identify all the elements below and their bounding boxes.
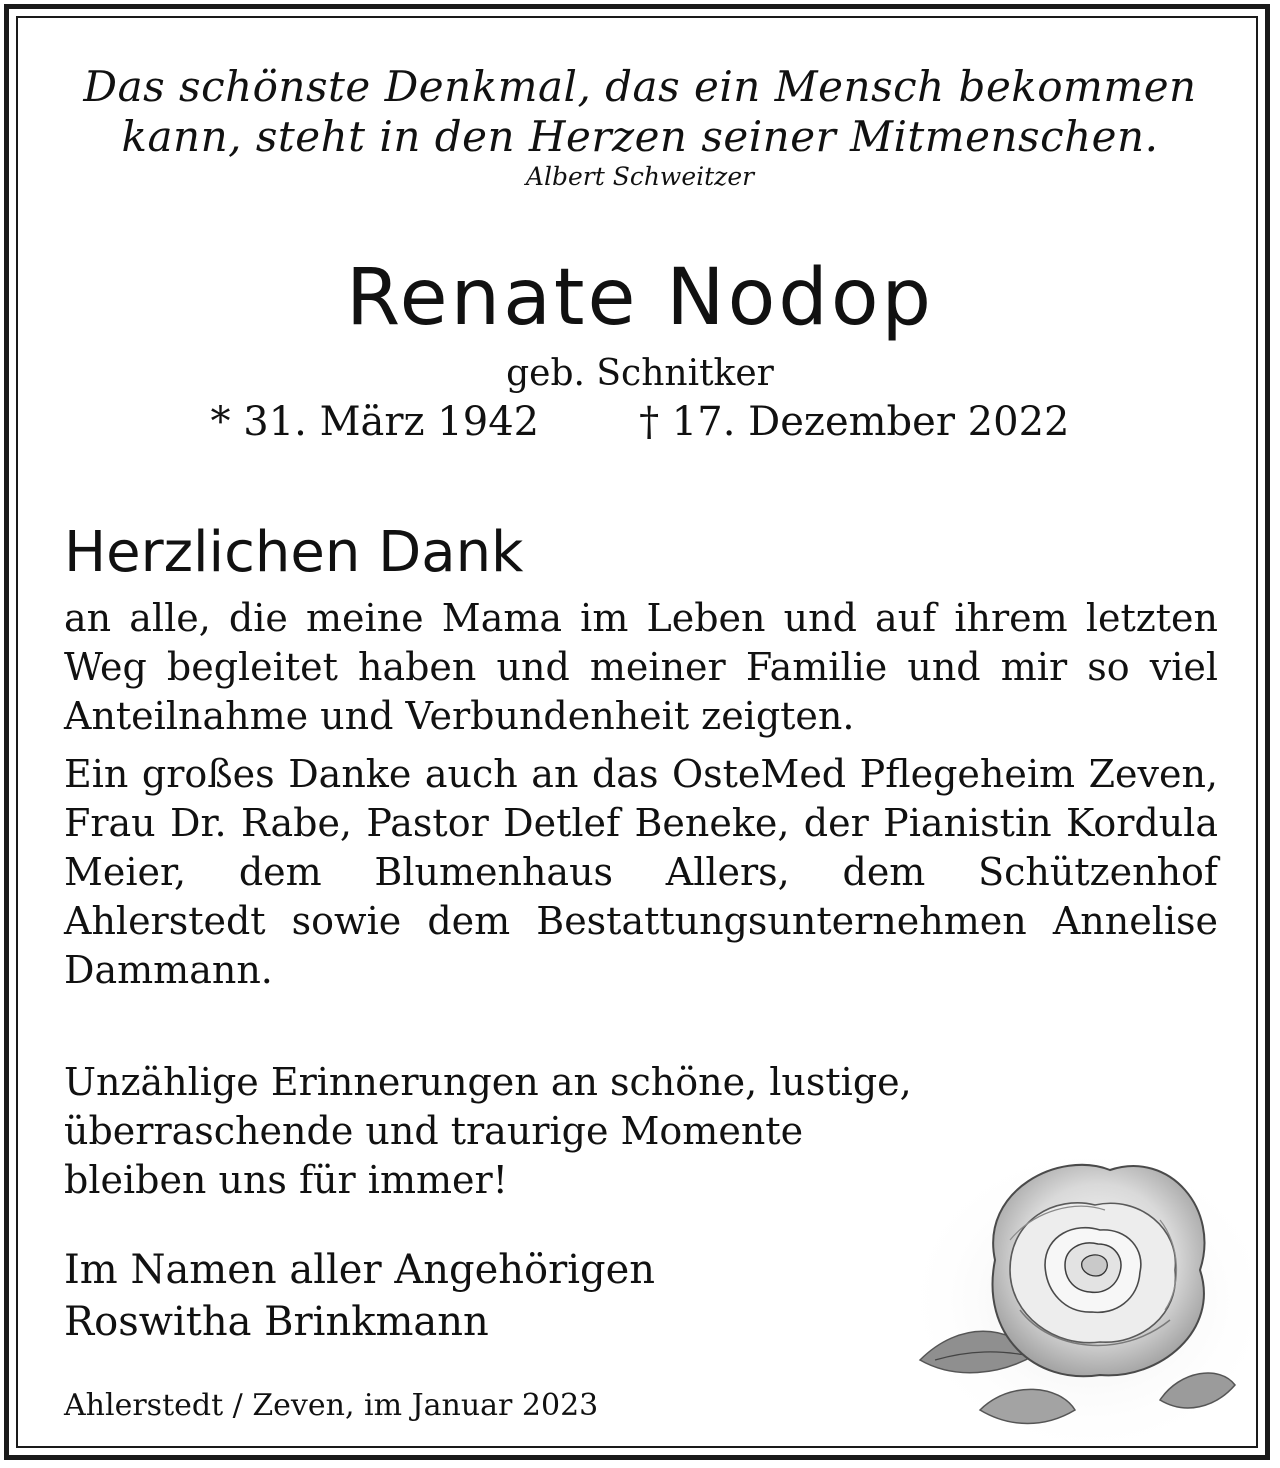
signoff-name: Roswitha Brinkmann <box>64 1299 489 1345</box>
life-dates <box>40 398 1240 446</box>
signoff <box>64 1244 655 1348</box>
quote-author: Albert Schweitzer <box>525 162 755 191</box>
maiden-name: geb. Schnitker <box>506 353 774 394</box>
deceased-name: Renate Nodop <box>345 253 935 343</box>
thanks-paragraph-1: an alle, die meine Mama im Leben und auf ihrem letzten Weg begleitet haben und meiner Familie und mir so viel Anteilnahme und Verbundenheit zeigten. <box>64 596 1218 738</box>
memories-line-3: bleiben uns für immer! <box>64 1158 508 1202</box>
memories-line-1: Unzählige Erinnerungen an schöne, lustige, <box>64 1060 912 1104</box>
signoff-line-1: Im Namen aller Angehörigen <box>64 1247 656 1293</box>
death-date: † 17. Dezember 2022 <box>639 399 1070 445</box>
quote-line-2: kann, steht in den Herzen seiner Mitmenschen. <box>121 112 1159 161</box>
memories-line-2: überraschende und traurige Momente <box>64 1109 804 1153</box>
epigraph-quote <box>40 62 1240 162</box>
quote-line-1: Das schönste Denkmal, das ein Mensch bekommen <box>83 62 1197 111</box>
rose-illustration-icon <box>860 1110 1250 1440</box>
place-date: Ahlerstedt / Zeven, im Januar 2023 <box>64 1388 599 1423</box>
thanks-heading: Herzlichen Dank <box>64 520 524 585</box>
birth-date: * 31. März 1942 <box>210 399 540 445</box>
thanks-paragraph-2: Ein großes Danke auch an das OsteMed Pflegeheim Zeven, Frau Dr. Rabe, Pastor Detlef Beneke, der Pianistin Kordula Meier, dem Blumenhaus Allers, dem Schützenhof Ahlerstedt sowie dem Bestattungsunternehmen Annelise Dammann. <box>64 752 1218 992</box>
